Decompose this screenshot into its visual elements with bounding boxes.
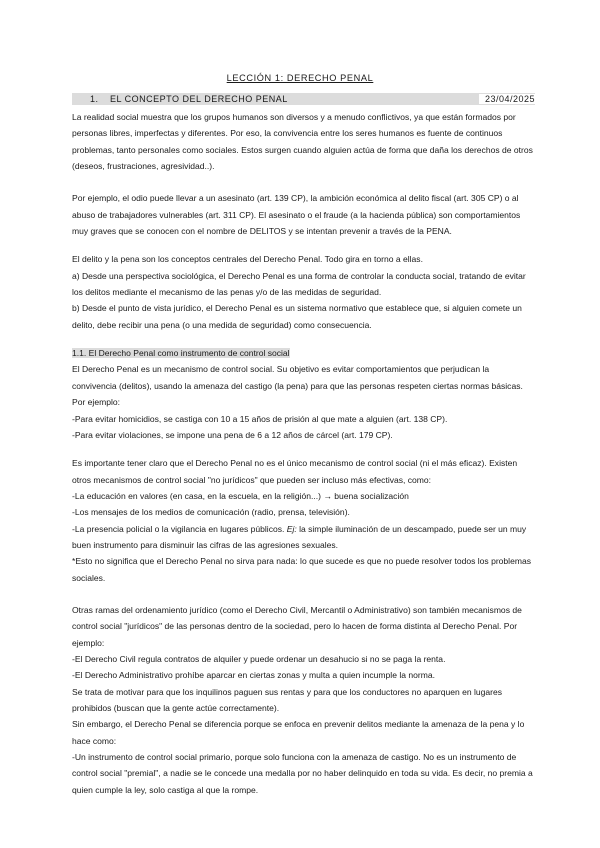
note: *Esto no significa que el Derecho Penal no sirva para nada: lo que sucede es que no puede resolver todos los problemas sociales. xyxy=(72,556,531,583)
section-title: EL CONCEPTO DEL DERECHO PENAL xyxy=(110,94,288,104)
list-item xyxy=(72,521,535,554)
section-number: 1. xyxy=(90,94,99,104)
list-item: -La educación en valores (en casa, en la escuela, en la religión...) → buena socialización xyxy=(72,490,409,501)
list-item: -El Derecho Civil regula contratos de alquiler y puede ordenar un desahucio si no se paga la renta. xyxy=(72,653,446,664)
paragraph-control-social: El Derecho Penal es un mecanismo de control social. Su objetivo es evitar comportamientos que perjudican la convivencia (delitos), usando la amenaza del castigo (la pena) para que las personas respeten ciertas normas básicas. Por ejemplo: xyxy=(72,364,523,408)
list-item: -El Derecho Administrativo prohíbe aparcar en ciertas zonas y multa a quien incumple la norma. xyxy=(72,670,435,681)
list-item-text: -La presencia policial o la vigilancia en lugares públicos. xyxy=(72,523,287,534)
document-body xyxy=(72,109,535,798)
example-label: Ej: xyxy=(286,523,297,534)
paragraph-motivation: Se trata de motivar para que los inquilinos paguen sus rentas y para que los conductores no aparquen en lugares prohibidos (buscan que la gente actúe correctamente). xyxy=(72,686,502,713)
paragraph-concepts: El delito y la pena son los conceptos centrales del Derecho Penal. Todo gira en torno a ellas. xyxy=(72,254,423,265)
list-item: -Para evitar violaciones, se impone una pena de 6 a 12 años de cárcel (art. 179 CP). xyxy=(72,429,393,440)
list-item-text: la simple iluminación de un descampado, puede ser un muy buen instrumento para disminuir las cifras de las agresiones sexuales. xyxy=(72,523,527,550)
list-item: -Un instrumento de control social primario, porque solo funciona con la amenaza de castigo. No es un instrumento de control social "premial", a nadie se le concede una medalla por no haber delinquido en toda su vida. Es decir, no premia a quien cumple la ley, solo castiga al que la rompe. xyxy=(72,752,533,795)
paragraph-intro: La realidad social muestra que los grupos humanos son diversos y a menudo conflictivos, ya que están formados por personas libres, imperfectas y diferentes. Por eso, la convivencia entre los seres humanos es fuente de continuos problemas, tanto personales como sociales. Estos surgen cuando alguien actúa de forma que daña los derechos de otros (deseos, frustraciones, agresividad..). xyxy=(72,112,533,172)
subsection-heading: 1.1. El Derecho Penal como instrumento de control social xyxy=(72,348,290,359)
paragraph-other-mechanisms: Es importante tener claro que el Derecho Penal no es el único mecanismo de control social (ni el más eficaz). Existen otros mecanismos de control social "no jurídicos" que pueden ser incluso más efectivas, como: xyxy=(72,458,518,485)
section-heading xyxy=(72,93,535,105)
list-item: -Para evitar homicidios, se castiga con 10 a 15 años de prisión al que mate a alguien (art. 138 CP). xyxy=(72,413,448,424)
paragraph-difference: Sin embargo, el Derecho Penal se diferencia porque se enfoca en prevenir delitos mediante la amenaza de la pena y lo hace como: xyxy=(72,719,525,746)
page-title: LECCIÓN 1: DERECHO PENAL xyxy=(226,73,374,83)
paragraph-other-branches: Otras ramas del ordenamiento jurídico (como el Derecho Civil, Mercantil o Administrativo) son también mecanismos de control social "jurídicos" de las personas dentro de la sociedad, pero lo hacen de forma distinta al Derecho Penal. Por ejemplo: xyxy=(72,604,522,648)
list-item: -Los mensajes de los medios de comunicación (radio, prensa, televisión). xyxy=(72,507,350,518)
paragraph-examples: Por ejemplo, el odio puede llevar a un asesinato (art. 139 CP), la ambición económica al delito fiscal (art. 305 CP) o al abuso de trabajadores vulnerables (art. 311 CP). El asesinato o el fraude (a la hacienda pública) son comportamientos muy graves que se conocen con el nombre de DELITOS y se intentan prevenir a través de la PENA. xyxy=(72,193,521,237)
paragraph-juridical: b) Desde el punto de vista jurídico, el Derecho Penal es un sistema normativo que establece que, si alguien comete un delito, debe recibir una pena (o una medida de seguridad) como consecuencia. xyxy=(72,303,522,330)
document-date: 23/04/2025 xyxy=(479,94,535,104)
paragraph-sociological: a) Desde una perspectiva sociológica, el Derecho Penal es una forma de controlar la conducta social, tratando de evitar los delitos mediante el mecanismo de las penas y/o de las medidas de seguridad. xyxy=(72,270,526,298)
